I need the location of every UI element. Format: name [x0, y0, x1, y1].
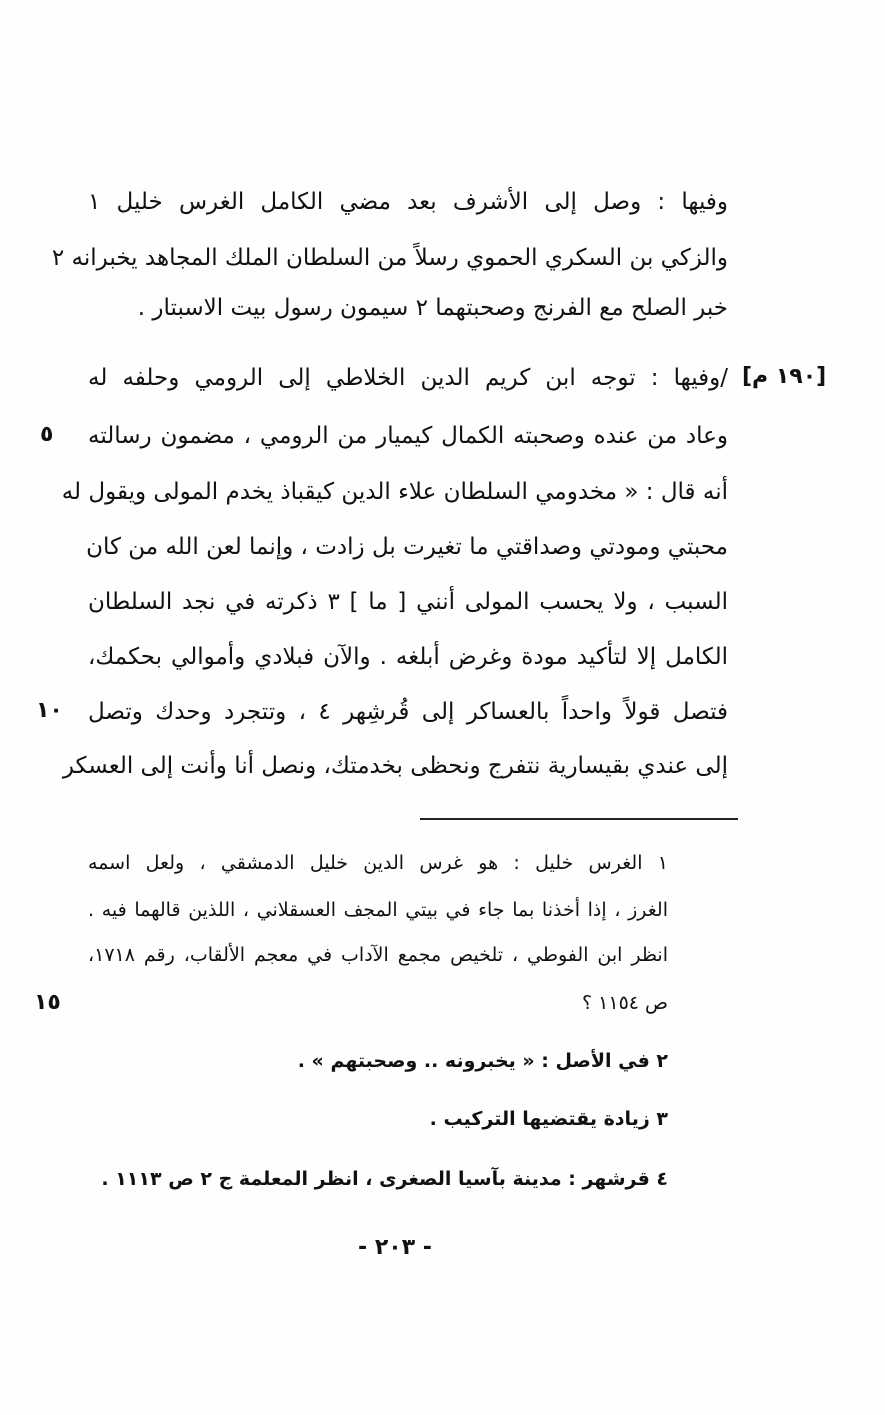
footnote-3: ٣ زيادة يقتضيها التركيب .: [429, 1108, 668, 1130]
footnote-1-line-4: ص ١١٥٤ ؟: [582, 992, 668, 1014]
body-line-6: أنه قال : « مخدومي السلطان علاء الدين كيقباذ يخدم المولى ويقول له: [61, 479, 728, 505]
body-line-1: وفيها : وصل إلى الأشرف بعد مضي الكامل الغرس خليل ١: [88, 189, 728, 215]
footnote-2: ٢ في الأصل : « يخبرونه .. وصحبتهم » .: [297, 1050, 668, 1072]
body-line-11: إلى عندي بقيسارية نتفرج ونحظى بخدمتك، ونصل أنا وأنت إلى العسكر: [62, 753, 728, 779]
line-number-5: ٥: [40, 422, 54, 447]
body-line-8: السبب ، ولا يحسب المولى أنني [ ما ] ٣ ذكرته في نجد السلطان: [88, 589, 729, 615]
footnote-4: ٤ قرشهر : مدينة بآسيا الصغرى ، انظر المعلمة ج ٢ ص ١١١٣ .: [101, 1168, 668, 1190]
footnote-separator: [420, 818, 738, 820]
body-line-5: وعاد من عنده وصحبته الكمال كيميار من الرومي ، مضمون رسالته: [88, 423, 728, 449]
line-number-15: ١٥: [34, 990, 61, 1015]
body-line-7: محبتي ومودتي وصداقتي ما تغيرت بل زادت ، وإنما لعن الله من كان: [86, 534, 728, 560]
body-line-9: الكامل إلا لتأكيد مودة وغرض أبلغه . والآن فبلادي وأموالي بحكمك،: [88, 644, 728, 670]
body-line-2: والزكي بن السكري الحموي رسلاً من السلطان الملك المجاهد يخبرانه ٢: [51, 245, 728, 271]
body-line-3: خبر الصلح مع الفرنج وصحبتهما ٢ سيمون رسول بيت الاسبتار .: [137, 295, 728, 321]
footnote-1-line-1: ١ الغرس خليل : هو غرس الدين خليل الدمشقي ، ولعل اسمه: [88, 852, 668, 874]
page-number: - ٢٠٣ -: [358, 1235, 432, 1260]
footnote-1-line-2: الغرز ، إذا أخذنا بما جاء في بيتي المجف العسقلاني ، اللذين قالهما فيه .: [88, 899, 668, 921]
folio-reference: [١٩٠ م]: [742, 364, 827, 389]
body-line-10: فتصل قولاً واحداً بالعساكر إلى قُرشِهر ٤ ، وتتجرد وحدك وتصل: [88, 699, 729, 725]
footnote-1-line-3: انظر ابن الفوطي ، تلخيص مجمع الآداب في معجم الألقاب، رقم ١٧١٨،: [88, 944, 668, 966]
line-number-10: ١٠: [36, 698, 63, 723]
body-line-4: /وفيها : توجه ابن كريم الدين الخلاطي إلى الرومي وحلفه له: [88, 365, 728, 391]
